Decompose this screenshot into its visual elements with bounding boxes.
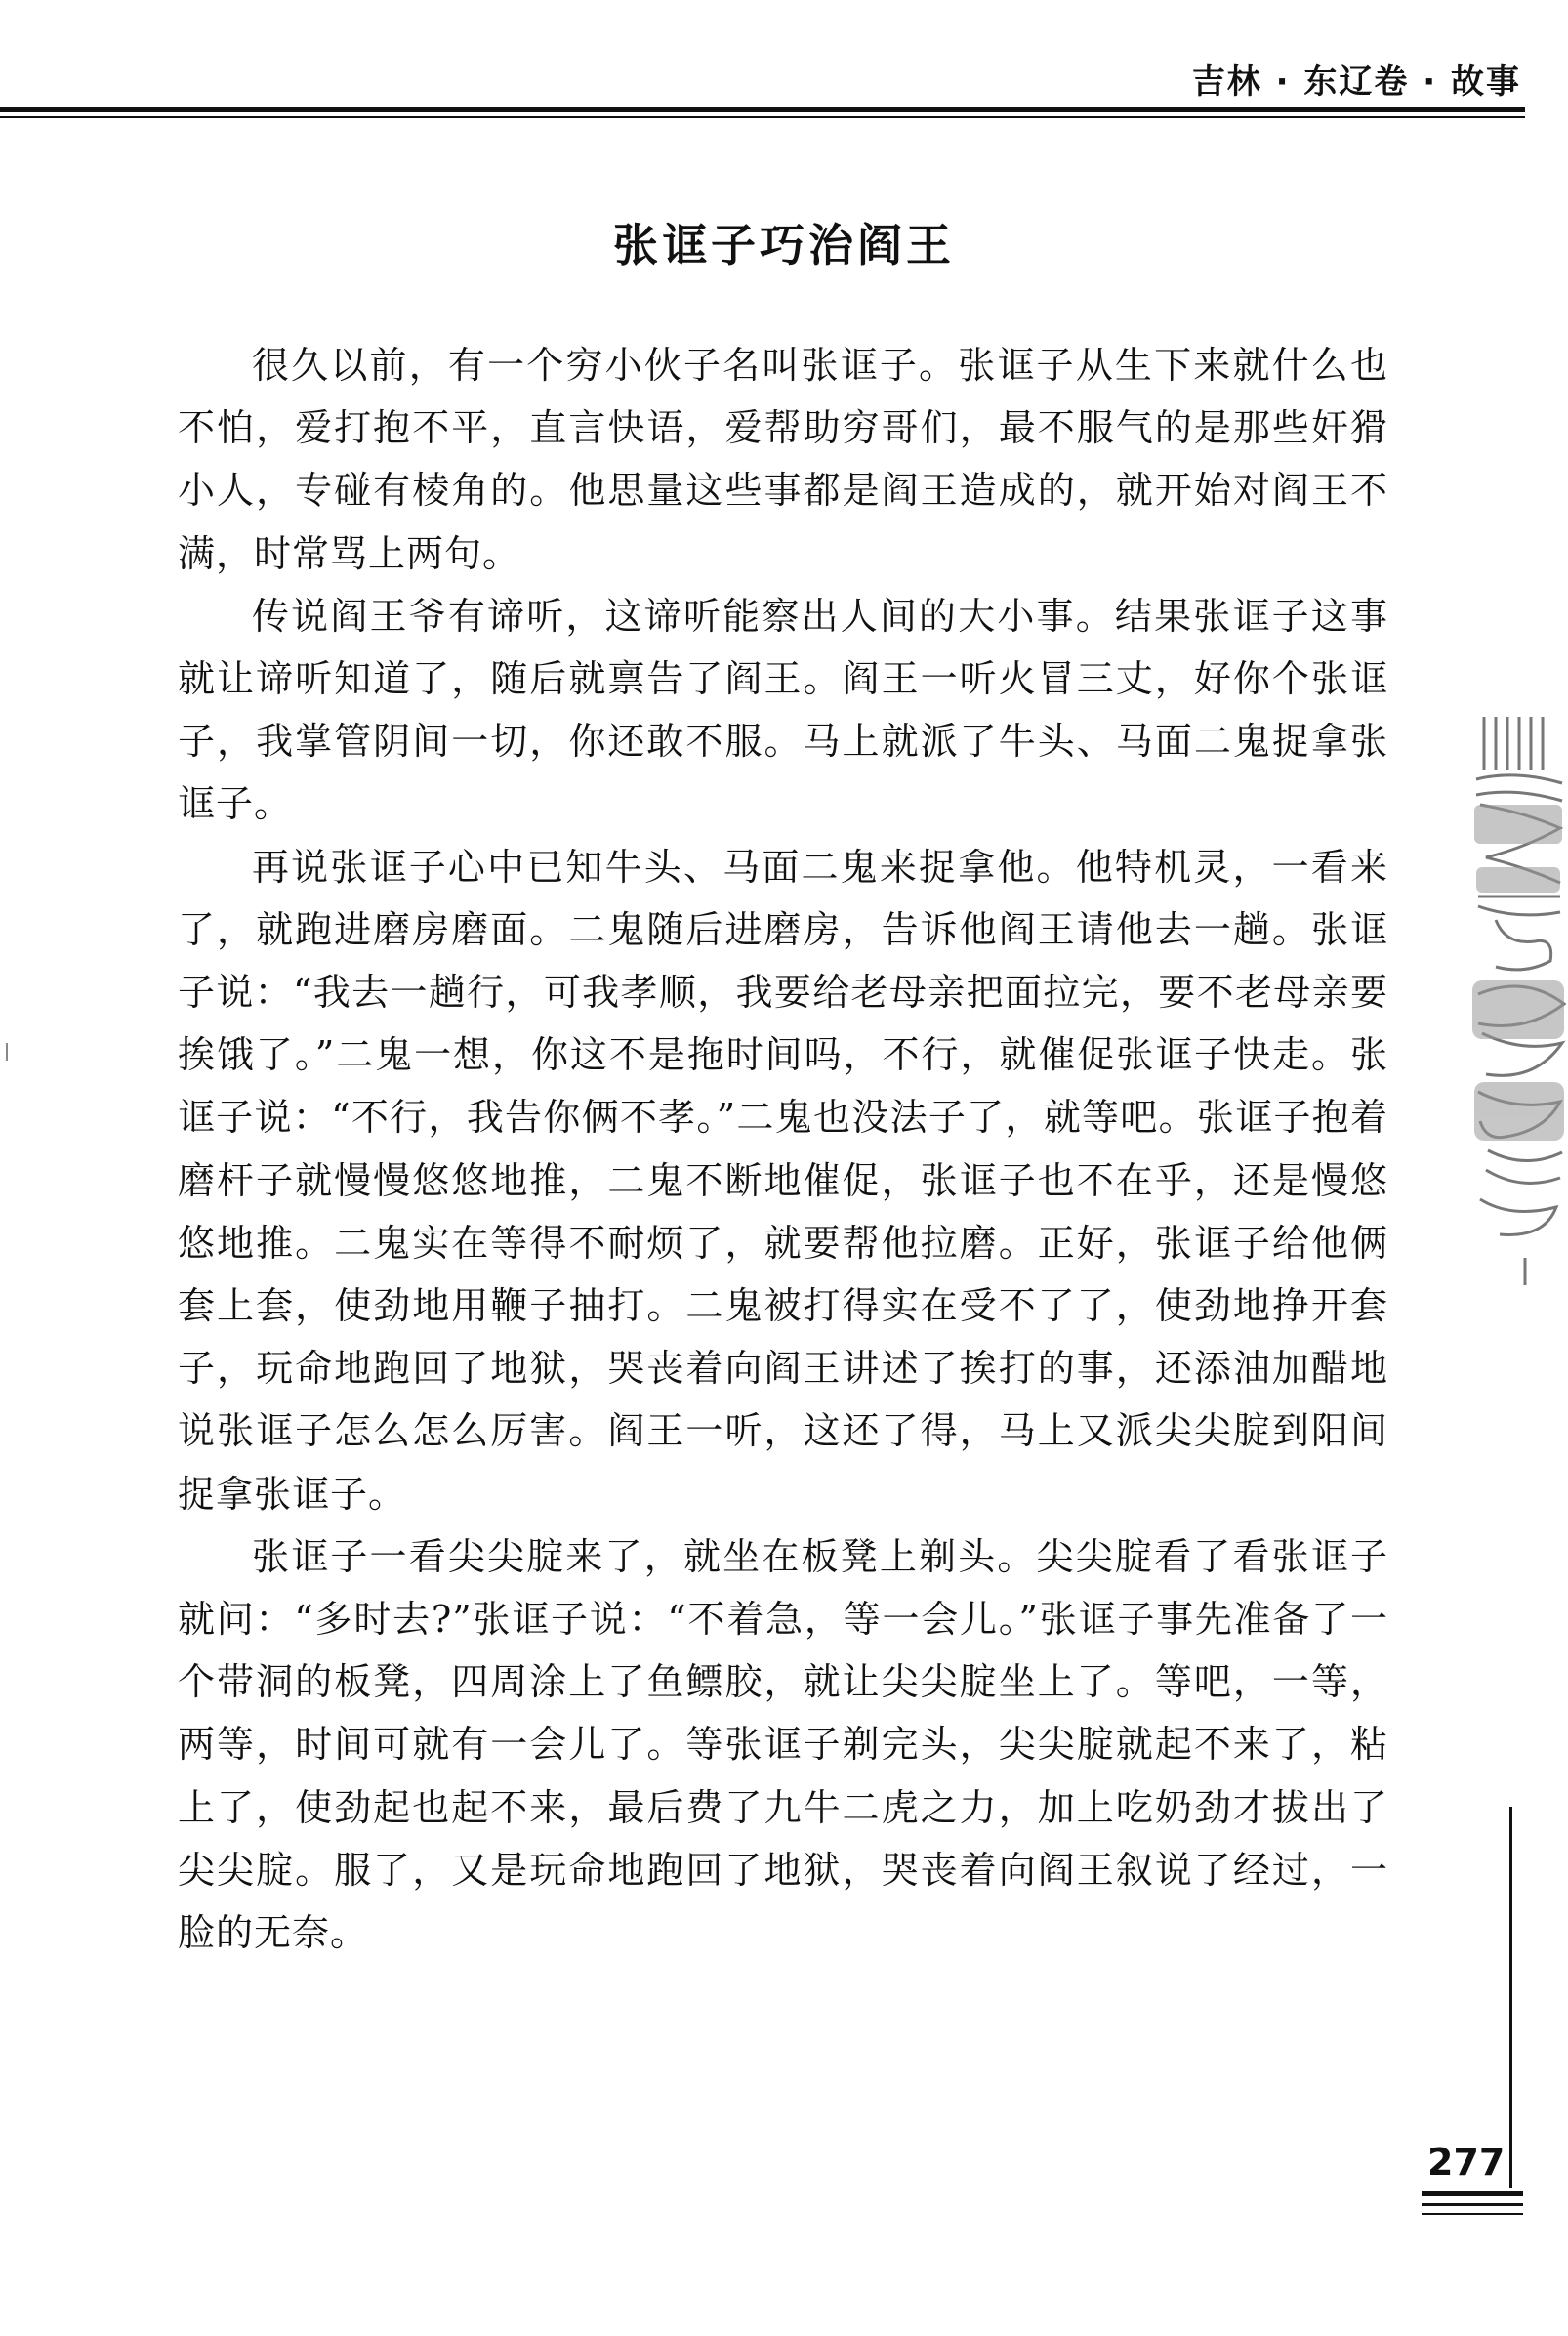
footer-rule [1422, 2213, 1523, 2215]
header-rule-thick [0, 107, 1525, 112]
paragraph-1: 很久以前，有一个穷小伙子名叫张诓子。张诓子从生下来就什么也不怕，爱打抱不平，直言快语，爱帮助穷哥们，最不服气的是那些奸猾小人，专碰有棱角的。他思量这些事都是阎王造成的，就开始对阎王不满，时常骂上两句。 [178, 344, 1388, 575]
footer-rule [1422, 2203, 1523, 2206]
section-label: 吉林 · 东辽卷 · 故事 [1191, 63, 1521, 102]
page-number: 277 [1427, 2141, 1506, 2184]
side-rule [1509, 1807, 1512, 2188]
margin-mark [6, 1043, 8, 1061]
footer-rule [1422, 2191, 1523, 2196]
paragraph-4: 张诓子一看尖尖腚来了，就坐在板凳上剃头。尖尖腚看了看张诓子就问：“多时去?”张诓子说：“不着急，等一会儿。”张诓子事先准备了一个带洞的板凳，四周涂上了鱼鳔胶，就让尖尖腚坐上了。等吧，一等，两等，时间可就有一会儿了。等张诓子剃完头，尖尖腚就起不来了，粘上了，使劲起也起不来，最后费了九牛二虎之力，加上吃奶劲才拔出了尖尖腚。服了，又是玩命地跑回了地狱，哭丧着向阎王叙说了经过，一脸的无奈。 [178, 1534, 1388, 1955]
side-ornament [1466, 711, 1568, 1287]
running-header [0, 0, 1568, 112]
paragraph-3: 再说张诓子心中已知牛头、马面二鬼来捉拿他。他特机灵，一看来了，就跑进磨房磨面。二鬼随后进磨房，告诉他阎王请他去一趟。张诓子说：“我去一趟行，可我孝顺，我要给老母亲把面拉完，要不老母亲要挨饿了。”二鬼一想，你这不是拖时间吗，不行，就催促张诓子快走。张诓子说：“不行，我告你俩不孝。”二鬼也没法子了，就等吧。张诓子抱着磨杆子就慢慢悠悠地推，二鬼不断地催促，张诓子也不在乎，还是慢悠悠地推。二鬼实在等得不耐烦了，就要帮他拉磨。正好，张诓子给他俩套上套，使劲地用鞭子抽打。二鬼被打得实在受不了了，使劲地挣开套子，玩命地跑回了地狱，哭丧着向阎王讲述了挨打的事，还添油加醋地说张诓子怎么怎么厉害。阎王一听，这还了得，马上又派尖尖腚到阳间捉拿张诓子。 [178, 845, 1388, 1516]
header-rule-thin [0, 116, 1525, 118]
story-title: 张诓子巧治阎王 [613, 219, 955, 271]
story-body [178, 334, 1388, 1964]
paragraph-2: 传说阎王爷有谛听，这谛听能察出人间的大小事。结果张诓子这事就让谛听知道了，随后就禀告了阎王。阎王一听火冒三丈，好你个张诓子，我掌管阴间一切，你还敢不服。马上就派了牛头、马面二鬼捉拿张诓子。 [178, 594, 1388, 826]
